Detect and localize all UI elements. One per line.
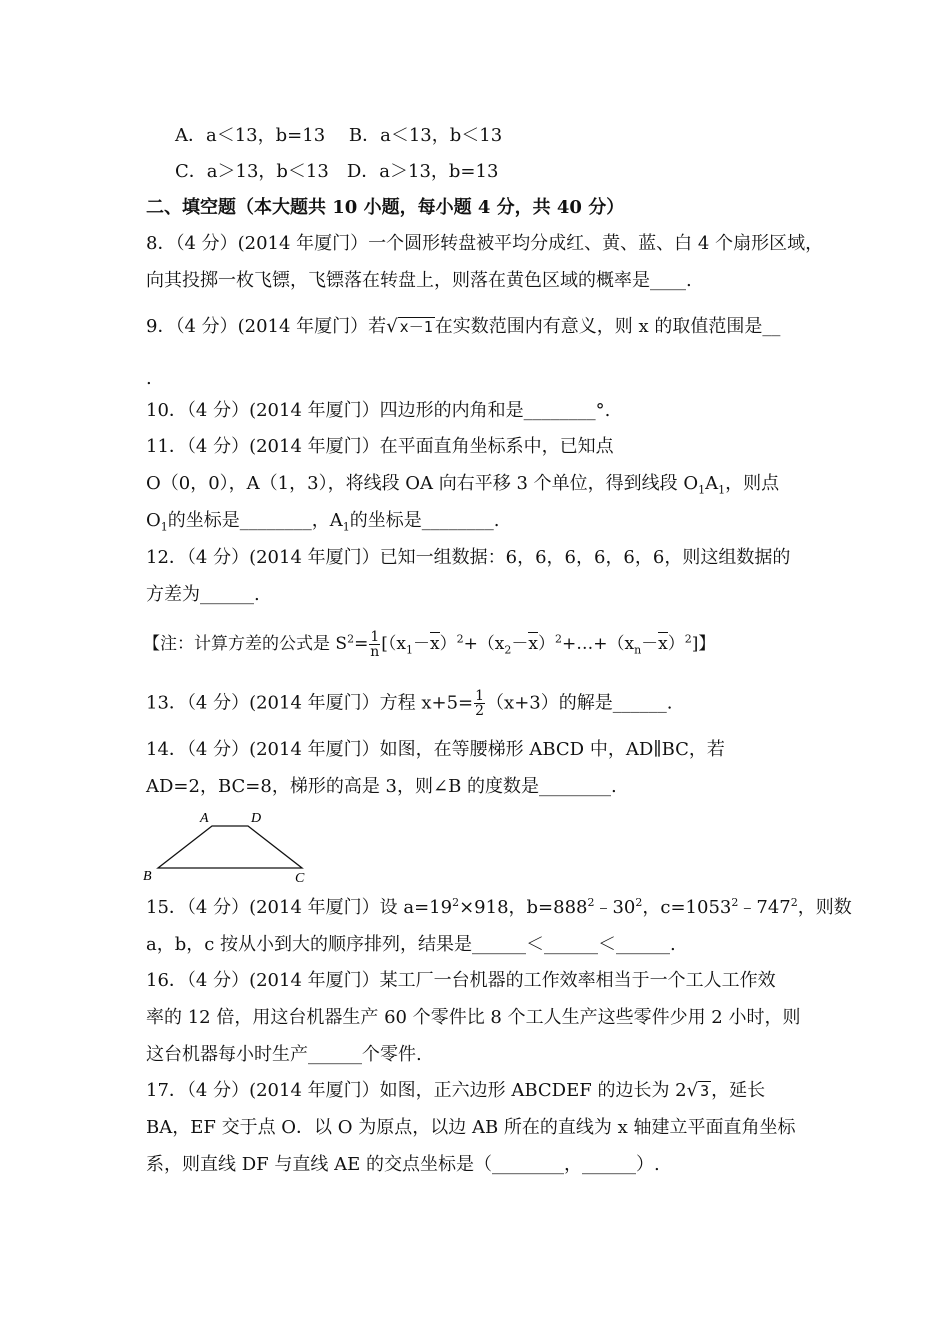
- fraction-numerator: 1: [370, 629, 380, 645]
- mean-x-bar: x: [429, 634, 440, 654]
- q11-line3-text: 的坐标是________.: [349, 510, 500, 531]
- superscript: 2: [456, 632, 464, 646]
- q11-line3: [146, 509, 500, 533]
- note-text: =: [354, 634, 369, 654]
- q12-line1: 12．（4 分）(2014 年厦门）已知一组数据：6，6，6，6，6，6，则这组数据的: [146, 547, 791, 568]
- fraction: [369, 630, 380, 659]
- q16-line3: 这台机器每小时生产______个零件.: [146, 1044, 422, 1065]
- fraction: [474, 689, 485, 718]
- q8-line1: 8．（4 分）(2014 年厦门）一个圆形转盘被平均分成红、黄、蓝、白 4 个扇形区域，: [146, 233, 824, 254]
- q11-line2-text: A: [705, 473, 719, 494]
- q15-text: ﹣30: [594, 897, 636, 918]
- q7-option-ab: A．a＜13，b=13 B．a＜13，b＜13: [175, 125, 503, 146]
- q17-radicand: 3: [700, 1082, 710, 1100]
- vertex-label-a: A: [200, 811, 209, 826]
- q11-line3-text: 的坐标是________，A: [167, 510, 343, 531]
- q9-line2: .: [146, 368, 152, 389]
- subscript: 2: [504, 643, 512, 657]
- subscript: 1: [718, 483, 726, 497]
- q9-line1: [146, 315, 780, 339]
- q15-text: ，c=1053: [642, 897, 732, 918]
- note-text: －: [412, 634, 430, 654]
- fraction-denominator: 2: [475, 703, 485, 719]
- q16-line2: 率的 12 倍，用这台机器生产 60 个零件比 8 个工人生产这些零件少用 2 小时，则: [146, 1007, 801, 1028]
- q17-line3: 系，则直线 DF 与直线 AE 的交点坐标是（________，______）.: [146, 1154, 660, 1175]
- q17-line1: [146, 1079, 765, 1103]
- q17-text-before: 17．（4 分）(2014 年厦门）如图，正六边形 ABCDEF 的边长为 2: [146, 1080, 687, 1101]
- q11-line1: 11．（4 分）(2014 年厦门）在平面直角坐标系中，已知点: [146, 436, 614, 457]
- subscript: 1: [405, 643, 413, 657]
- q9-text-after: 在实数范围内有意义，则 x 的取值范围是__: [434, 316, 781, 337]
- sqrt-symbol: √ x－1: [386, 316, 433, 337]
- q11-line2-text: O（0，0），A（1，3），将线段 OA 向右平移 3 个单位，得到线段 O: [146, 473, 699, 494]
- sqrt-symbol: √ 3: [686, 1080, 710, 1101]
- vertex-label-c: C: [295, 871, 305, 884]
- fraction-numerator: 1: [475, 688, 485, 704]
- q17-line2: BA，EF 交于点 O．以 O 为原点，以边 AB 所在的直线为 x 轴建立平面直角坐标: [146, 1117, 796, 1138]
- note-text: ）: [439, 634, 457, 654]
- subscript: n: [634, 643, 642, 657]
- q15-text: 15．（4 分）(2014 年厦门）设 a=19: [146, 897, 453, 918]
- q13: [146, 689, 672, 718]
- q11-line2: [146, 472, 779, 496]
- q15-text: ，则数: [797, 897, 852, 918]
- q17-text-after: ，延长: [711, 1080, 766, 1101]
- superscript: 2: [684, 632, 692, 646]
- note-text: [（x: [381, 634, 406, 654]
- superscript: 2: [587, 896, 595, 909]
- q10: 10．（4 分）(2014 年厦门）四边形的内角和是________°.: [146, 400, 611, 421]
- q9-text-before: 9．（4 分）(2014 年厦门）若: [146, 316, 387, 337]
- q15-text: ﹣747: [738, 897, 791, 918]
- note-text: +（x: [463, 634, 505, 654]
- q14-line1: 14．（4 分）(2014 年厦门）如图，在等腰梯形 ABCD 中，AD∥BC，若: [146, 739, 725, 760]
- superscript: 2: [452, 896, 460, 909]
- note-text: +…+（x: [562, 634, 635, 654]
- subscript: 1: [342, 520, 350, 534]
- q13-text-before: 13．（4 分）(2014 年厦门）方程 x+5=: [146, 692, 474, 714]
- q8-line2: 向其投掷一枚飞镖，飞镖落在转盘上，则落在黄色区域的概率是____.: [146, 270, 692, 291]
- note-text: ）: [667, 634, 685, 654]
- superscript: 2: [731, 896, 739, 909]
- trapezoid-figure: [140, 808, 315, 884]
- vertex-label-d: D: [251, 811, 262, 826]
- mean-x-bar: x: [658, 634, 668, 654]
- mean-x-bar: x: [528, 634, 538, 654]
- superscript: 2: [635, 896, 643, 909]
- note-text: ]】: [691, 634, 716, 654]
- superscript: 2: [790, 896, 798, 909]
- q11-line3-text: O: [146, 510, 161, 531]
- vertex-label-b: B: [143, 869, 152, 884]
- subscript: 1: [160, 520, 168, 534]
- q7-option-cd: C．a＞13，b＜13 D．a＞13，b=13: [175, 161, 499, 182]
- q12-line2: 方差为______.: [146, 584, 260, 605]
- fraction-denominator: n: [370, 644, 380, 660]
- q14-line2: AD=2，BC=8，梯形的高是 3，则∠B 的度数是________.: [146, 776, 617, 797]
- q15-line2: a，b，c 按从小到大的顺序排列，结果是______＜______＜______.: [146, 934, 676, 955]
- trapezoid-abcd: [158, 826, 302, 868]
- q9-radicand: x－1: [399, 318, 433, 336]
- superscript: 2: [555, 632, 562, 646]
- q16-line1: 16．（4 分）(2014 年厦门）某工厂一台机器的工作效率相当于一个工人工作效: [146, 970, 776, 991]
- note-text: ）: [538, 634, 555, 654]
- note-text: －: [641, 634, 659, 654]
- note-text: 【注：计算方差的公式是 S: [143, 634, 348, 654]
- q11-line2-text: ，则点: [725, 473, 780, 494]
- q15-text: ×918，b=888: [459, 897, 588, 918]
- subscript: 1: [698, 483, 706, 497]
- q13-text-after: （x+3）的解是______.: [486, 692, 673, 714]
- section-heading: 二、填空题（本大题共 10 小题，每小题 4 分，共 40 分）: [146, 197, 625, 218]
- variance-formula-note: [143, 630, 715, 659]
- note-text: －: [511, 634, 529, 654]
- q15-line1: [146, 896, 852, 920]
- superscript: 2: [347, 632, 355, 646]
